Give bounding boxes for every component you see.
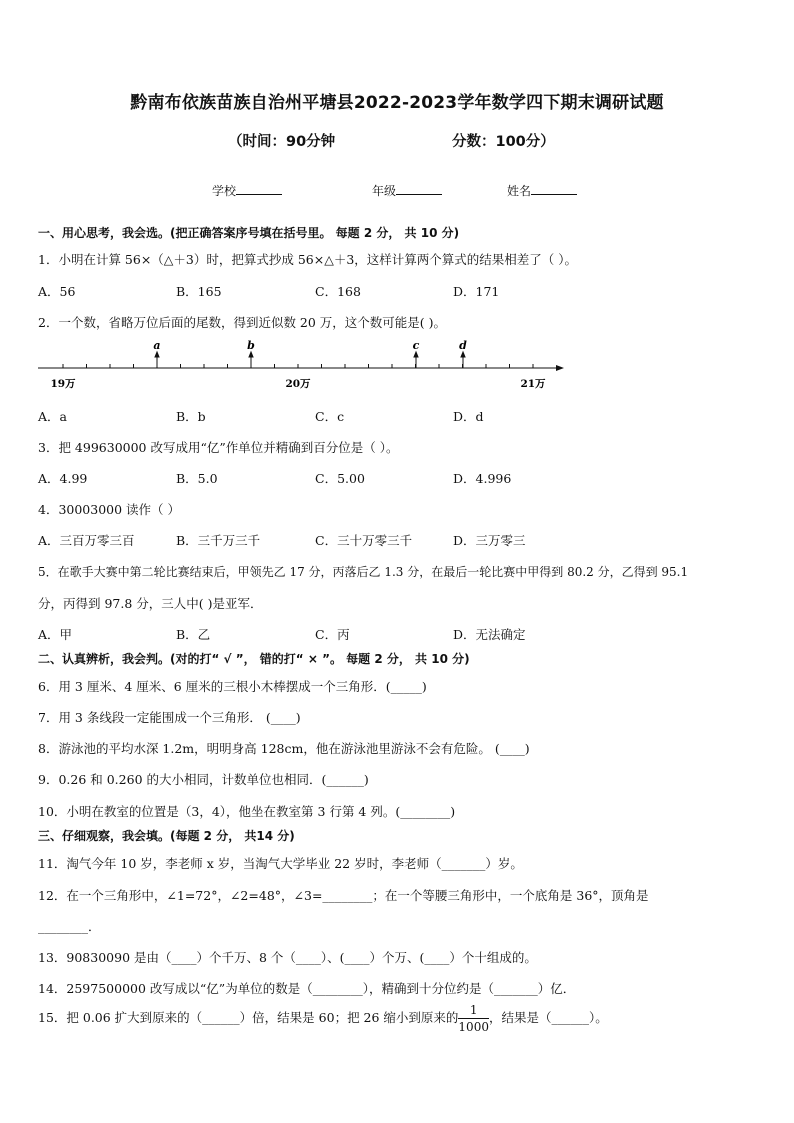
point-d-arrowhead xyxy=(461,352,465,357)
q2-option-d[interactable]: D．d xyxy=(453,409,484,424)
question-5-line-2: 分，丙得到 97.8 分，三人中( )是亚军． xyxy=(38,596,263,611)
point-b-arrowhead xyxy=(249,352,253,357)
q4-option-c[interactable]: C．三十万零三千 xyxy=(315,533,413,548)
point-b-label: b xyxy=(247,339,255,352)
grade-label: 年级 xyxy=(372,184,397,198)
q2-option-c[interactable]: C．c xyxy=(315,409,345,424)
question-6: 6．用 3 厘米、4 厘米、6 厘米的三根小木棒摆成一个三角形．(_____) xyxy=(38,679,427,694)
exam-score: 分数：100分） xyxy=(452,134,555,150)
fraction-1-1000 xyxy=(458,1004,489,1033)
school-field[interactable] xyxy=(212,182,282,199)
question-15 xyxy=(38,1004,608,1033)
q1-option-b[interactable]: B．165 xyxy=(176,284,222,299)
q1-option-d[interactable]: D．171 xyxy=(453,284,500,299)
question-1: 1．小明在计算 56×（△＋3）时，把算式抄成 56×△＋3，这样计算两个算式的结果相差了（ ）。 xyxy=(38,252,578,267)
grade-field[interactable] xyxy=(372,182,442,199)
question-9: 9．0.26 和 0.260 的大小相同，计数单位也相同．(______) xyxy=(38,772,369,787)
q1-option-c[interactable]: C．168 xyxy=(315,284,361,299)
q5-option-a[interactable]: A．甲 xyxy=(38,627,73,642)
section-1-heading: 一、用心思考，我会选。(把正确答案序号填在括号里。 每题 2 分， 共 10 分) xyxy=(38,226,460,240)
question-7: 7．用 3 条线段一定能围成一个三角形． (____) xyxy=(38,710,301,725)
q3-option-a[interactable]: A．4.99 xyxy=(38,471,88,486)
q2-option-a[interactable]: A．a xyxy=(38,409,67,424)
question-12-line-1: 12．在一个三角形中，∠1=72°，∠2=48°，∠3=________；在一个等腰三角形中，一个底角是 36°，顶角是 xyxy=(38,888,649,903)
q4-option-a[interactable]: A．三百万零三百 xyxy=(38,533,135,548)
tick-label-21w: 21万 xyxy=(520,378,546,390)
question-12-line-2: ________． xyxy=(38,919,101,934)
point-c-arrowhead xyxy=(414,352,418,357)
tick-label-19w: 19万 xyxy=(50,378,76,390)
name-field[interactable] xyxy=(507,182,577,199)
question-13: 13．90830090 是由（____）个千万、8 个（____）、(____）个万、(____）个十组成的。 xyxy=(38,950,537,965)
question-10: 10．小明在教室的位置是（3，4），他坐在教室第 3 行第 4 列。(________) xyxy=(38,804,456,819)
q5-option-b[interactable]: B．乙 xyxy=(176,627,211,642)
q1-option-a[interactable]: A．56 xyxy=(38,284,76,299)
point-a-arrowhead xyxy=(155,352,159,357)
question-15-part-b: ，结果是（______）。 xyxy=(488,1010,608,1025)
q5-option-c[interactable]: C．丙 xyxy=(315,627,350,642)
name-blank[interactable] xyxy=(531,182,577,195)
page-title: 黔南布依族苗族自治州平塘县2022-2023学年数学四下期末调研试题 xyxy=(130,93,664,113)
number-line xyxy=(30,336,570,394)
q3-option-b[interactable]: B．5.0 xyxy=(176,471,218,486)
q2-option-b[interactable]: B．b xyxy=(176,409,206,424)
question-5-line-1: 5．在歌手大赛中第二轮比赛结束后，甲领先乙 17 分，丙落后乙 1.3 分，在最后一轮比赛中甲得到 80.2 分，乙得到 95.1 xyxy=(38,565,689,579)
question-14: 14．2597500000 改写成以“亿”为单位的数是（________），精确到十分位约是（_______）亿． xyxy=(38,981,576,996)
school-blank[interactable] xyxy=(236,182,282,195)
question-4: 4．30003000 读作（ ） xyxy=(38,502,181,517)
point-c-label: c xyxy=(412,339,420,352)
q4-option-b[interactable]: B．三千万三千 xyxy=(176,533,261,548)
point-a-label: a xyxy=(153,339,161,352)
question-8: 8．游泳池的平均水深 1.2m，明明身高 128cm，他在游泳池里游泳不会有危险。 (____) xyxy=(38,741,530,756)
tick-label-20w: 20万 xyxy=(285,378,311,390)
name-label: 姓名 xyxy=(507,184,532,198)
question-11: 11．淘气今年 10 岁，李老师 x 岁，当淘气大学毕业 22 岁时，李老师（_______）岁。 xyxy=(38,856,523,871)
grade-blank[interactable] xyxy=(396,182,442,195)
q4-option-d[interactable]: D．三万零三 xyxy=(453,533,526,548)
exam-time: （时间：90分钟 xyxy=(228,134,336,150)
question-3: 3．把 499630000 改写成用“亿”作单位并精确到百分位是（ ）。 xyxy=(38,440,399,455)
question-2: 2．一个数，省略万位后面的尾数，得到近似数 20 万，这个数可能是( )。 xyxy=(38,315,447,330)
question-15-part-a: 15．把 0.06 扩大到原来的（______）倍，结果是 60；把 26 缩小到原来的 xyxy=(38,1010,459,1025)
point-d-label: d xyxy=(459,339,467,352)
q3-option-c[interactable]: C．5.00 xyxy=(315,471,365,486)
q5-option-d[interactable]: D．无法确定 xyxy=(453,627,526,642)
section-2-heading: 二、认真辨析，我会判。(对的打“ √ ”， 错的打“ × ”。 每题 2 分， 共 10 分) xyxy=(38,652,470,666)
fraction-denominator: 1000 xyxy=(458,1020,489,1034)
school-label: 学校 xyxy=(212,184,237,198)
q3-option-d[interactable]: D．4.996 xyxy=(453,471,512,486)
section-3-heading: 三、仔细观察，我会填。(每题 2 分， 共14 分) xyxy=(38,829,295,843)
number-line-arrow xyxy=(556,365,564,371)
fraction-numerator: 1 xyxy=(458,1004,489,1019)
